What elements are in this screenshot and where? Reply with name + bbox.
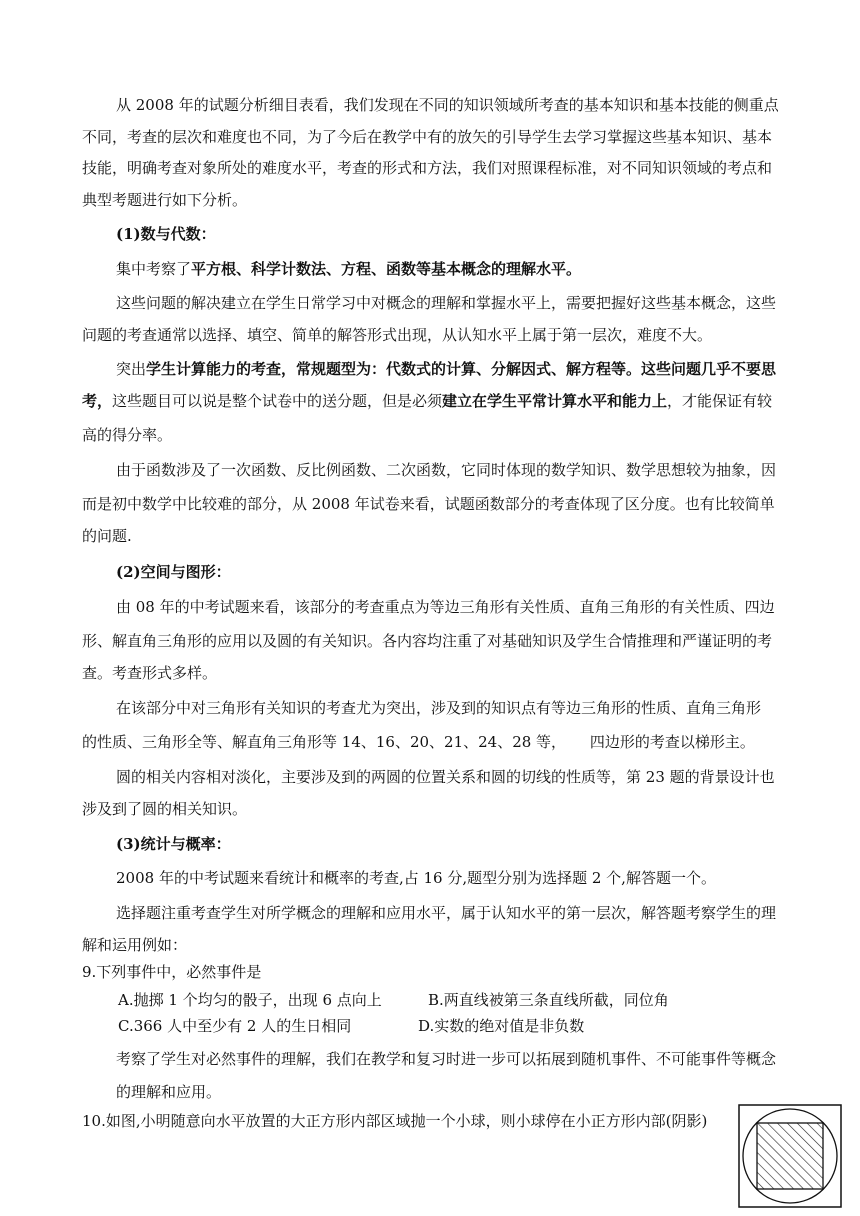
question-9-stem: 9.下列事件中，必然事件是 (82, 963, 262, 981)
s1-p4-line-2: 而是初中数学中比较难的部分，从 2008 年试卷来看，试题函数部分的考查体现了区分度。也有比较简单 (82, 495, 775, 513)
section-heading-statistics-probability: (3)统计与概率： (116, 835, 231, 853)
s3-paragraph-1: 2008 年的中考试题来看统计和概率的考查,占 16 分,题型分别为选择题 2 个,解答题一个。 (116, 869, 716, 887)
s1-paragraph-1 (116, 259, 581, 279)
s1-p3-bold-3: 建立在学生平常计算水平和能力上 (442, 392, 668, 410)
s1-p3-line-2 (82, 391, 772, 411)
section-heading-number-algebra: (1)数与代数： (116, 225, 216, 243)
question-9-option-b: B.两直线被第三条直线所截，同位角 (428, 991, 669, 1009)
s1-p3-bold: 学生计算能力的考查，常规题型为：代数式的计算、分解因式、解方程等。这些问题几乎不要思 (146, 360, 777, 378)
question-9-note-line-1: 考察了学生对必然事件的理解，我们在教学和复习时进一步可以拓展到随机事件、不可能事件等概念 (116, 1050, 777, 1068)
s2-p1-line-3: 查。考查形式多样。 (82, 664, 218, 682)
s1-p3-line-1 (116, 359, 776, 379)
s2-p2-line-1: 在该部分中对三角形有关知识的考查尤为突出，涉及到的知识点有等边三角形的性质、直角三角形 (116, 699, 762, 717)
s1-p3-line-3: 高的得分率。 (82, 426, 173, 444)
intro-line-2: 不同，考查的层次和难度也不同，为了今后在教学中有的放矢的引导学生去学习掌握这些基本知识、基本 (82, 128, 773, 146)
s1-p3-text: 突出 (116, 360, 147, 378)
s1-p1-text: 集中考察了 (116, 260, 192, 278)
intro-line-3: 技能，明确考查对象所处的难度水平，考查的形式和方法，我们对照课程标准，对不同知识领域的考点和 (82, 159, 773, 177)
s1-p4-line-3: 的问题. (82, 527, 132, 545)
question-10-stem: 10.如图,小明随意向水平放置的大正方形内部区域抛一个小球，则小球停在小正方形内部(阴影) (82, 1112, 708, 1130)
section-heading-space-geometry: (2)空间与图形： (116, 563, 231, 581)
s2-p2-line-2: 的性质、三角形全等、解直角三角形等 14、16、20、21、24、28 等， 四边形的考查以梯形主。 (82, 733, 755, 751)
s1-p3-bold-2: 考， (82, 392, 113, 410)
s2-p1-line-1: 由 08 年的中考试题来看，该部分的考查重点为等边三角形有关性质、直角三角形的有关性质、四边 (116, 598, 775, 616)
s3-p2-line-2: 解和运用例如： (82, 936, 188, 954)
s1-p1-bold: 平方根、科学计数法、方程、函数等基本概念的理解水平。 (191, 260, 582, 278)
s1-p2-line-1: 这些问题的解决建立在学生日常学习中对概念的理解和掌握水平上，需要把握好这些基本概念，这些 (116, 294, 777, 312)
question-9-option-d: D.实数的绝对值是非负数 (418, 1017, 585, 1035)
intro-line-4: 典型考题进行如下分析。 (82, 191, 248, 209)
s2-p1-line-2: 形、解直角三角形的应用以及圆的有关知识。各内容均注重了对基础知识及学生合情推理和严谨证明的考 (82, 632, 773, 650)
s3-p2-line-1: 选择题注重考查学生对所学概念的理解和应用水平，属于认知水平的第一层次，解答题考察学生的理 (116, 904, 777, 922)
square-circle-figure (738, 1104, 842, 1208)
question-9-note-line-2: 的理解和应用。 (116, 1083, 222, 1101)
question-9-option-c: C.366 人中至少有 2 人的生日相同 (118, 1017, 352, 1035)
s2-p3-line-2: 涉及到了圆的相关知识。 (82, 800, 248, 818)
s1-p3-text-3: ，才能保证有较 (667, 392, 773, 410)
question-9-option-a: A.抛掷 1 个均匀的骰子，出现 6 点向上 (118, 991, 382, 1009)
s1-p2-line-2: 问题的考查通常以选择、填空、简单的解答形式出现，从认知水平上属于第一层次，难度不大。 (82, 326, 713, 344)
intro-line-1: 从 2008 年的试题分析细目表看，我们发现在不同的知识领域所考查的基本知识和基本技能的侧重点 (116, 96, 779, 114)
inner-shaded-square (757, 1123, 823, 1189)
s2-p3-line-1: 圆的相关内容相对淡化，主要涉及到的两圆的位置关系和圆的切线的性质等，第 23 题的背景设计也 (116, 768, 775, 786)
s1-p4-line-1: 由于函数涉及了一次函数、反比例函数、二次函数，它同时体现的数学知识、数学思想较为抽象，因 (116, 461, 777, 479)
s1-p3-text-2: 这些题目可以说是整个试卷中的送分题，但是必须 (112, 392, 443, 410)
